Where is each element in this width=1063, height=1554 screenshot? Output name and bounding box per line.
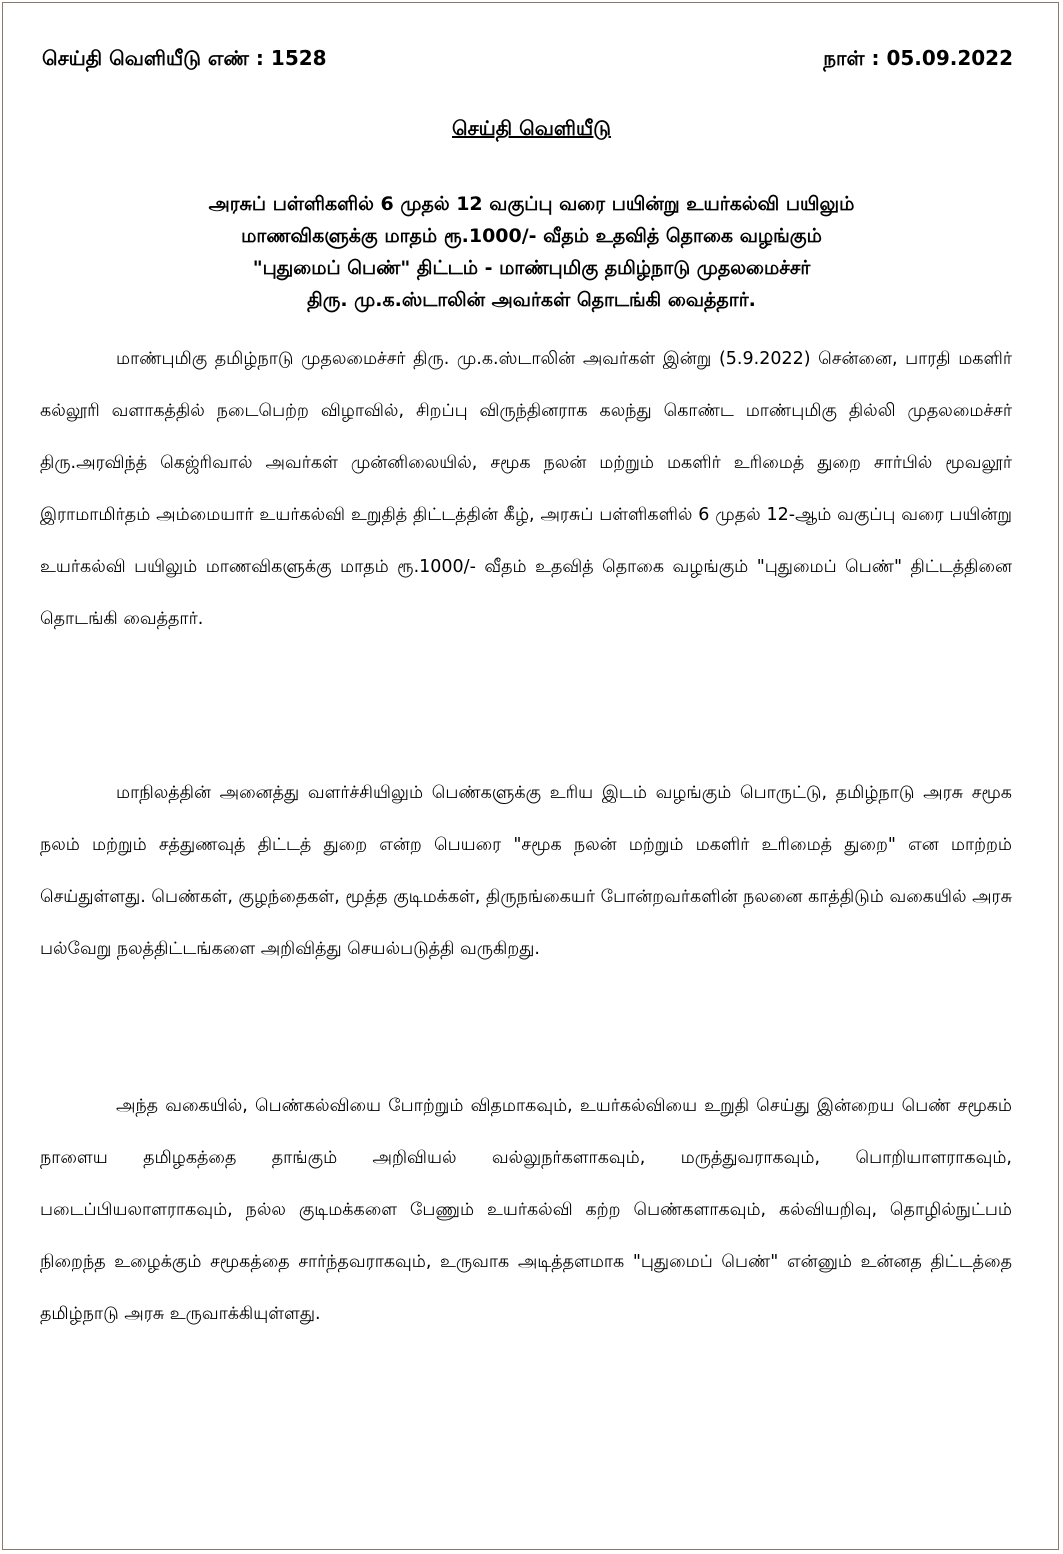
headline xyxy=(60,188,1003,316)
body-paragraph-3: அந்த வகையில், பெண்கல்வியை போற்றும் விதமாகவும், உயர்கல்வியை உறுதி செய்து இன்றைய பெண் சமூகம் நாளைய தமிழகத்தை தாங்கும் அறிவியல் வல்லுநர்களாகவும், மருத்துவராகவும், பொறியாளராகவும், படைப்பியலாளராகவும், நல்ல குடிமக்களை பேணும் உயர்கல்வி கற்ற பெண்களாகவும், கல்வியறிவு, தொழில்நுட்பம் நிறைந்த உழைக்கும் சமூகத்தை சார்ந்தவராகவும், உருவாக அடித்தளமாக "புதுமைப் பெண்" என்னும் உன்னத திட்டத்தை தமிழ்நாடு அரசு உருவாக்கியுள்ளது. xyxy=(40,1096,1012,1324)
headline-line: திரு. மு.க.ஸ்டாலின் அவர்கள் தொடங்கி வைத்தார். xyxy=(307,289,756,311)
release-header xyxy=(42,46,1013,76)
body-paragraph-1: மாண்புமிகு தமிழ்நாடு முதலமைச்சர் திரு. மு.க.ஸ்டாலின் அவர்கள் இன்று (5.9.2022) சென்னை, பாரதி மகளிர் கல்லூரி வளாகத்தில் நடைபெற்ற விழாவில், சிறப்பு விருந்தினராக கலந்து கொண்ட மாண்புமிகு தில்லி முதலமைச்சர் திரு.அரவிந்த் கெஜ்ரிவால் அவர்கள் முன்னிலையில், சமூக நலன் மற்றும் மகளிர் உரிமைத் துறை சார்பில் மூவலூர் இராமாமிர்தம் அம்மையார் உயர்கல்வி உறுதித் திட்டத்தின் கீழ், அரசுப் பள்ளிகளில் 6 முதல் 12-ஆம் வகுப்பு வரை பயின்று உயர்கல்வி பயிலும் மாணவிகளுக்கு மாதம் ரூ.1000/- வீதம் உதவித் தொகை வழங்கும் "புதுமைப் பெண்" திட்டத்தினை தொடங்கி வைத்தார். xyxy=(40,349,1012,629)
release-number: செய்தி வெளியீடு எண் : 1528 xyxy=(42,46,327,70)
headline-line: "புதுமைப் பெண்" திட்டம் - மாண்புமிகு தமிழ்நாடு முதலமைச்சர் xyxy=(252,257,811,279)
body-paragraph-2: மாநிலத்தின் அனைத்து வளர்ச்சியிலும் பெண்களுக்கு உரிய இடம் வழங்கும் பொருட்டு, தமிழ்நாடு அரசு சமூக நலம் மற்றும் சத்துணவுத் திட்டத் துறை என்ற பெயரை "சமூக நலன் மற்றும் மகளிர் உரிமைத் துறை" என மாற்றம் செய்துள்ளது. பெண்கள், குழந்தைகள், மூத்த குடிமக்கள், திருநங்கையர் போன்றவர்களின் நலனை காத்திடும் வகையில் அரசு பல்வேறு நலத்திட்டங்களை அறிவித்து செயல்படுத்தி வருகிறது. xyxy=(40,783,1012,959)
document-type-heading: செய்தி வெளியீடு xyxy=(452,116,611,140)
release-date: நாள் : 05.09.2022 xyxy=(823,46,1013,70)
headline-line: அரசுப் பள்ளிகளில் 6 முதல் 12 வகுப்பு வரை பயின்று உயர்கல்வி பயிலும் xyxy=(208,193,855,215)
headline-line: மாணவிகளுக்கு மாதம் ரூ.1000/- வீதம் உதவித் தொகை வழங்கும் xyxy=(241,225,822,247)
